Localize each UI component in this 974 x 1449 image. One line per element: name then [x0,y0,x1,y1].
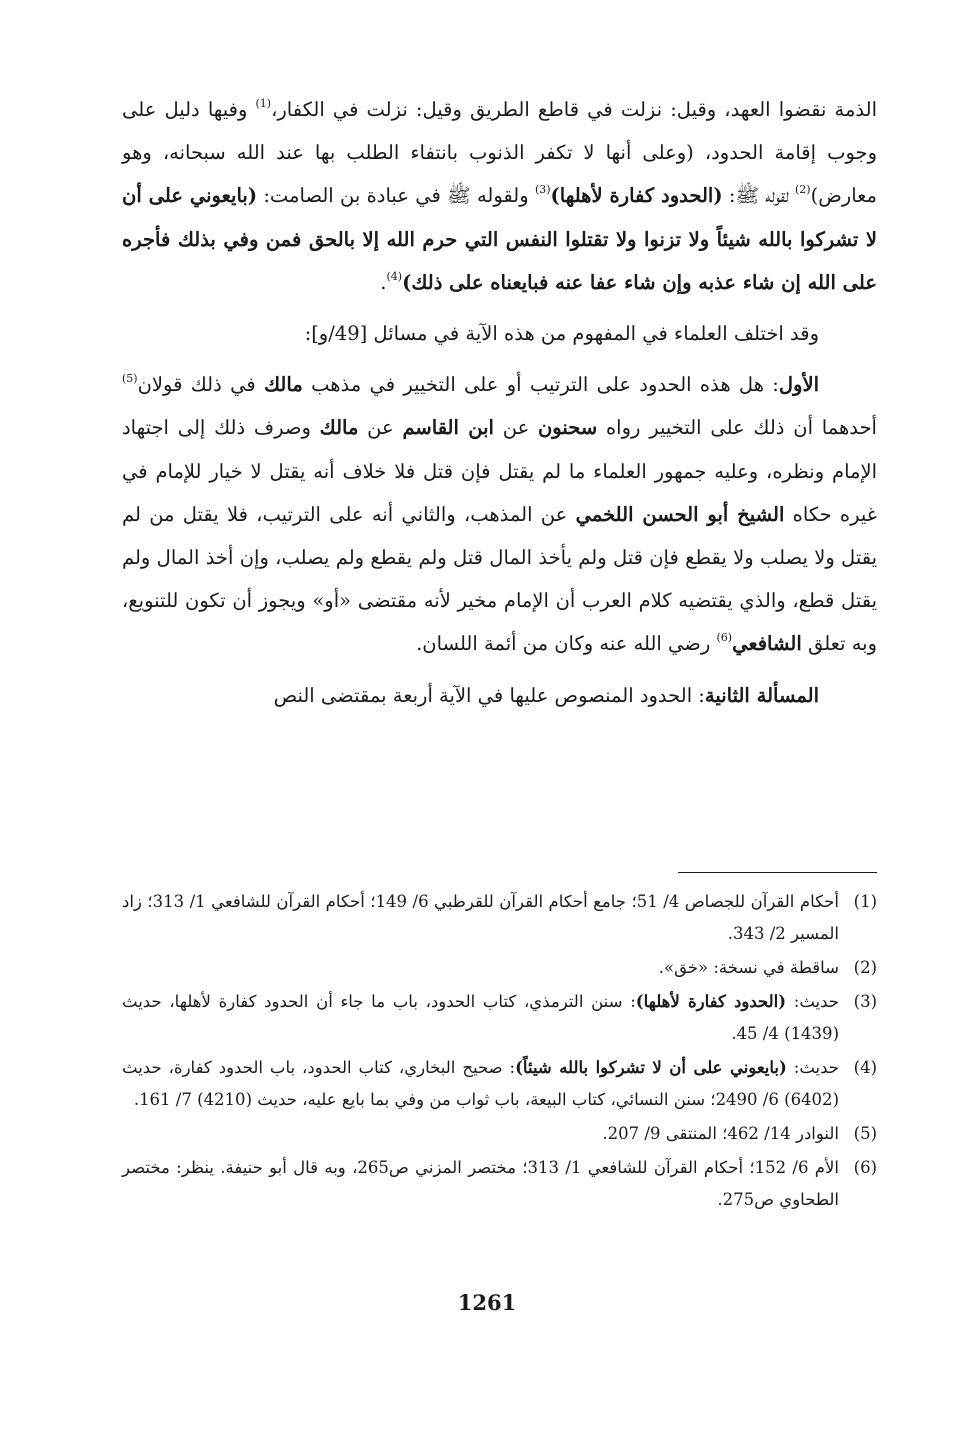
hadith-quote: (بايعوني على أن لا تشركوا بالله شيئاً ولا تزنوا ولا تقتلوا النفس التي حرم الله إلا بالحق فمن وفي بذلك فأجره على الله إن شاء عذبه وإن شاء عفا عنه فبايعناه على ذلك) [122,184,877,294]
footnote-ref-1: (1) [255,97,272,110]
hadith-quote: (الحدود كفارة لأهلها) [635,992,787,1011]
text-run: حديث: [786,1058,839,1077]
footnote-ref-3: (3) [534,183,551,197]
footnote-text [122,1052,839,1116]
text-run: أحدهما أن ذلك على التخيير رواه [597,416,877,440]
footnote-number: (4) [853,1058,877,1077]
paragraph-1 [122,88,877,304]
text-run: . [380,270,387,294]
text-run: وصرف ذلك إلى اجتهاد الإمام ونظره، وعليه جمهور العلماء ما لم يقتل فإن قتل فلا خلاف أنه يقتل لا خيار للإمام في غيره حكاه [122,416,877,526]
hadith-quote: (بايعوني على أن لا تشركوا بالله شيئاً) [515,1058,787,1077]
text-run: في ذلك قولان [137,373,264,397]
footnote-number: (3) [853,992,877,1011]
footnote-text: الأم 6/ 152؛ أحكام القرآن للشافعي 1/ 313؛ مختصر المزني ص265، وبه قال أبو حنيفة. ينظر: مختصر الطحاوي ص275. [122,1158,839,1209]
text-run: الذمة نقضوا العهد، وقيل: نزلت في قاطع الطريق وقيل: نزلت في الكفار، [271,98,877,121]
text-run: ولقوله ﷺ في عبادة بن الصامت: [257,184,535,208]
footnote-text: ساقطة في نسخة: «خق». [658,958,839,977]
text-run: وفيها دليل على وجوب إقامة الحدود، (وعلى أنها لا تكفر الذنوب بانتفاء الطلب بها عند الله سبحانه، وهو معارض) [122,98,877,208]
footnote-number: (6) [853,1158,877,1177]
text-run: لقوله ﷺ: [722,184,795,208]
footnote-divider [678,872,877,873]
text-run: : سنن الترمذي، كتاب الحدود، باب ما جاء أن الحدود كفارة لأهلها، حديث (1439) 4/ 45. [122,992,839,1043]
text-run: : هل هذه الحدود على الترتيب أو على التخيير في مذهب [302,373,779,397]
text-run: رضي الله عنه وكان من أئمة اللسان. [416,632,717,656]
footnote-number: (2) [853,958,877,977]
footnote-ref-5: (5) [122,372,138,386]
footnote-3 [122,986,877,1050]
footnote-text: أحكام القرآن للجصاص 4/ 51؛ جامع أحكام القرآن للقرطبي 6/ 149؛ أحكام القرآن للشافعي 1/ 313؛ زاد المسير 2/ 343. [122,892,839,943]
person-name: الشافعي [732,632,802,656]
footnote-6 [122,1152,877,1216]
footnote-ref-4: (4) [386,269,403,283]
person-name: مالك [264,373,303,397]
footnotes [122,886,877,1218]
paragraph-2: وقد اختلف العلماء في المفهوم من هذه الآية في مسائل [49/و]: [304,322,819,346]
footnote-1 [122,886,877,950]
person-name: سحنون [537,416,598,440]
footnote-text [122,986,839,1050]
person-name: مالك [319,416,359,440]
main-text [122,88,877,725]
footnote-number: (5) [853,1124,877,1143]
text-run: : صحيح البخاري، كتاب الحدود، باب الحدود كفارة، حديث (6402) 6/ 2490؛ سنن النسائي، كتاب البيعة، باب ثواب من وفي بما بايع عليه، حديث (4210) 7/ 161. [122,1058,839,1109]
hadith-quote: (الحدود كفارة لأهلها) [550,184,723,208]
section-heading: الأول [778,373,819,397]
person-name: ابن القاسم [402,416,494,440]
text-run: حديث: [786,992,839,1011]
footnote-ref-2: (2) [795,183,811,197]
section-heading: المسألة الثانية [704,683,819,707]
page-number: 1261 [457,1290,517,1315]
text-run: عن المذهب، والثاني أنه على الترتيب، فلا يقتل من لم يقتل ولا يصلب ولا يقطع فإن قتل ولم يأخذ المال قتل ولم يقطع ولم يصلب، وإن أخذ المال ولم يقتل قطع، والذي يقتضيه كلام العرب أن الإمام مخير لأنه مقتضى «أو» ويجوز أن تكون للتنويع، وبه تعلق [122,502,877,656]
footnote-2 [122,952,877,984]
person-name: الشيخ أبو الحسن اللخمي [575,502,785,526]
footnote-text: النوادر 14/ 462؛ المنتقى 9/ 207. [602,1124,839,1143]
text-run: : الحدود المنصوص عليها في الآية أربعة بمقتضى النص [273,683,705,707]
footnote-5 [122,1118,877,1150]
footnote-4 [122,1052,877,1116]
footnote-ref-6: (6) [716,631,733,645]
footnote-number: (1) [853,892,877,911]
paragraph-4 [122,674,877,717]
text-run: عن [493,416,538,440]
text-run: عن [358,416,403,440]
paragraph-3 [122,363,877,665]
